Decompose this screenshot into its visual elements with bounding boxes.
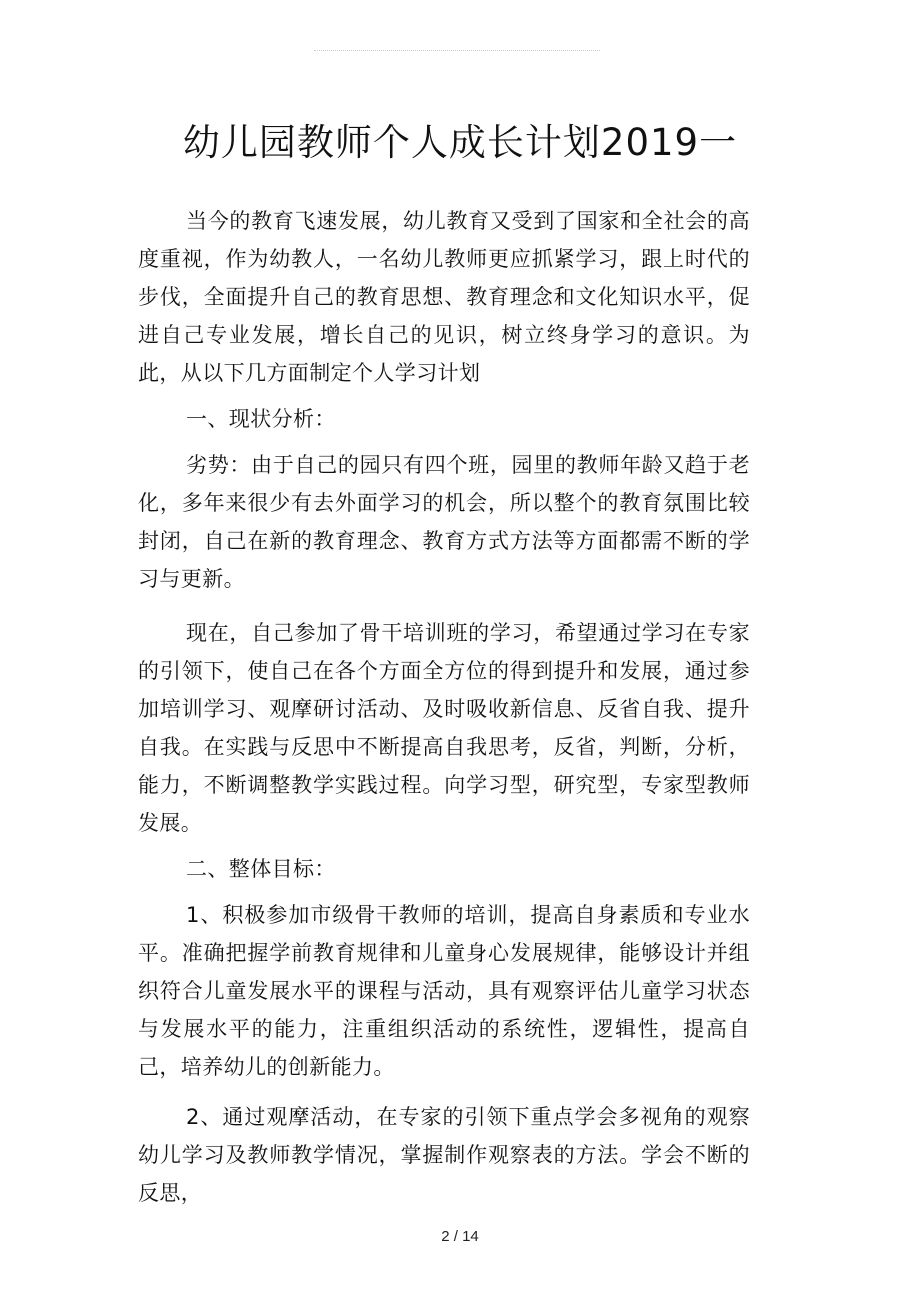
paragraph-goal-1: 1、积极参加市级骨干教师的培训，提高自身素质和专业水平。准确把握学前教育规律和儿童身心发展规律，能够设计并组织符合儿童发展水平的课程与活动，具有观察评估儿童学习状态与发展水平的能力，注重组织活动的系统性，逻辑性，提高自己，培养幼儿的创新能力。 bbox=[138, 903, 750, 1079]
section-heading-goals: 二、整体目标： bbox=[186, 857, 336, 881]
header-divider bbox=[314, 50, 600, 51]
paragraph-intro: 当今的教育飞速发展，幼儿教育又受到了国家和全社会的高度重视，作为幼教人，一名幼儿教师更应抓紧学习，跟上时代的步伐，全面提升自己的教育思想、教育理念和文化知识水平，促进自己专业发展，增长自己的见识，树立终身学习的意识。为此，从以下几方面制定个人学习计划 bbox=[138, 209, 750, 385]
document-title: 幼儿园教师个人成长计划2019一 bbox=[182, 121, 738, 164]
section-heading-status: 一、现状分析： bbox=[186, 407, 336, 431]
document-body bbox=[138, 202, 750, 1212]
page-indicator: 2 / 14 bbox=[441, 1228, 479, 1245]
paragraph-goal-2: 2、通过观摩活动，在专家的引领下重点学会多视角的观察幼儿学习及教师教学情况，掌握制作观察表的方法。学会不断的反思， bbox=[138, 1105, 750, 1205]
paragraph-current: 现在，自己参加了骨干培训班的学习，希望通过学习在专家的引领下，使自己在各个方面全方位的得到提升和发展，通过参加培训学习、观摩研讨活动、及时吸收新信息、反省自我、提升自我。在实践与反思中不断提高自我思考，反省，判断，分析，能力，不断调整教学实践过程。向学习型，研究型，专家型教师发展。 bbox=[138, 621, 750, 835]
paragraph-weakness: 劣势：由于自己的园只有四个班，园里的教师年龄又趋于老化，多年来很少有去外面学习的机会，所以整个的教育氛围比较封闭，自己在新的教育理念、教育方式方法等方面都需不断的学习与更新。 bbox=[138, 453, 750, 591]
